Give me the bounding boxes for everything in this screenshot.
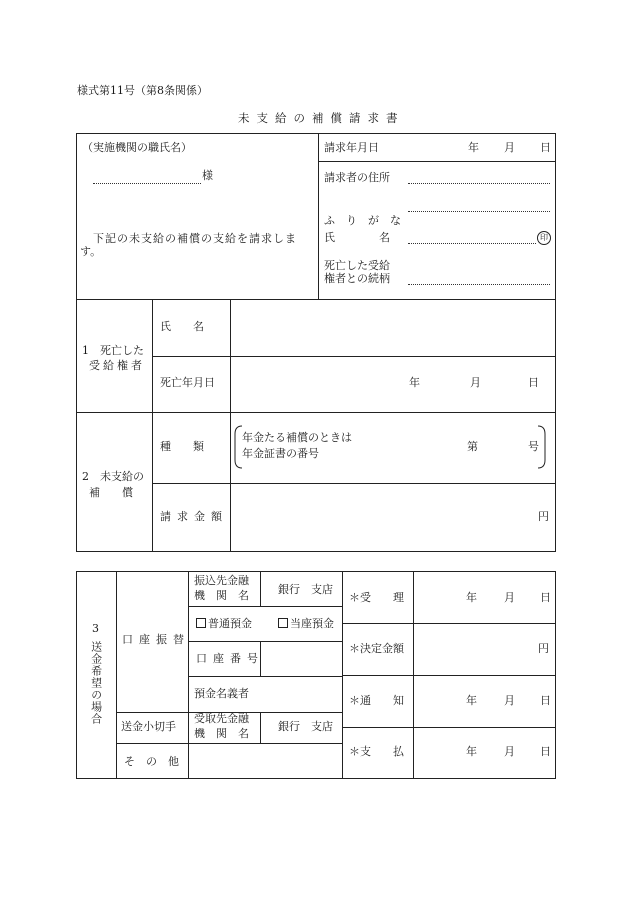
deceased-name-label: 氏 名 [160, 320, 204, 333]
payment-day: 日 [540, 745, 551, 758]
account-transfer-label: 口座振替 [122, 633, 190, 646]
toza-label: 当座預金 [290, 617, 334, 630]
futsu-checkbox[interactable] [196, 618, 252, 631]
agency-name-field[interactable] [93, 183, 201, 184]
request-text-line2: す。 [80, 245, 102, 258]
payment-month: 月 [504, 745, 515, 758]
pension-line1: 年金たる補償のときは [242, 431, 352, 444]
death-year: 年 [409, 376, 420, 389]
form-title: 未支給の補償請求書 [238, 111, 405, 125]
certificate-dai: 第 [467, 440, 478, 453]
futsu-label: 普通預金 [208, 617, 252, 630]
amount-label: 請求金額 [160, 510, 228, 523]
section3-number: 3 [92, 622, 99, 635]
address-field-2[interactable] [408, 211, 550, 212]
furigana-label: ふ り が な [324, 214, 401, 227]
type-label: 種 類 [160, 440, 204, 453]
account-holder-label: 預金名義者 [194, 687, 249, 700]
address-label: 請求者の住所 [324, 171, 390, 184]
section1-label-line1: 1 死亡した [82, 344, 144, 357]
agency-label: （実施機関の職氏名） [82, 141, 192, 154]
death-date-label: 死亡年月日 [160, 376, 215, 389]
amount-yen: 円 [538, 510, 549, 523]
form-number: 様式第11号（第8条関係） [77, 84, 208, 97]
toza-checkbox[interactable] [278, 618, 334, 631]
notice-month: 月 [504, 694, 515, 707]
address-field-1[interactable] [408, 183, 550, 184]
claim-date-label: 請求年月日 [324, 141, 379, 154]
notice-label: ＊通 知 [349, 694, 404, 707]
section1-label-line2: 受給権者 [89, 359, 145, 372]
section2-label-line1: 2 未支給の [82, 470, 144, 483]
notice-day: 日 [540, 694, 551, 707]
main-table-border [76, 133, 556, 552]
other-label: そ の 他 [124, 755, 179, 768]
death-day: 日 [528, 376, 539, 389]
received-day: 日 [540, 591, 551, 604]
claimant-name-field[interactable] [408, 243, 536, 244]
claimant-name-label: 氏 名 [324, 231, 390, 244]
recv-bank-line2: 機 関 名 [194, 727, 249, 740]
recv-bank-line1: 受取先金融 [194, 712, 249, 725]
section2-label-line2: 補 償 [89, 486, 133, 499]
claim-date-year: 年 [468, 141, 479, 154]
seal-mark: 印 [537, 231, 551, 245]
account-number-label: 口座番号 [196, 652, 264, 665]
notice-year: 年 [466, 694, 477, 707]
death-month: 月 [470, 376, 481, 389]
payment-year: 年 [466, 745, 477, 758]
honorific: 様 [202, 169, 213, 182]
recv-branch: 銀行 支店 [278, 720, 333, 733]
pension-line2: 年金証書の番号 [242, 447, 319, 460]
section3-label: 送金希望の場合 [89, 641, 103, 725]
received-year: 年 [466, 591, 477, 604]
relation-field[interactable] [408, 284, 550, 285]
bank-label-line1: 振込先金融 [194, 574, 249, 587]
certificate-go: 号 [528, 440, 539, 453]
received-label: ＊受 理 [349, 591, 404, 604]
decided-amount-yen: 円 [538, 642, 549, 655]
claim-date-day: 日 [540, 141, 551, 154]
claim-date-month: 月 [504, 141, 515, 154]
relation-label-line1: 死亡した受給 [324, 259, 390, 272]
received-month: 月 [504, 591, 515, 604]
request-text-line1: 下記の未支給の補償の支給を請求しま [93, 232, 297, 245]
bank-label-line2: 機 関 名 [194, 589, 249, 602]
relation-label-line2: 権者との続柄 [324, 272, 390, 285]
decided-amount-label: ＊決定金額 [349, 642, 404, 655]
cheque-label: 送金小切手 [121, 720, 176, 733]
bank-branch: 銀行 支店 [278, 583, 333, 596]
payment-label: ＊支 払 [349, 745, 404, 758]
